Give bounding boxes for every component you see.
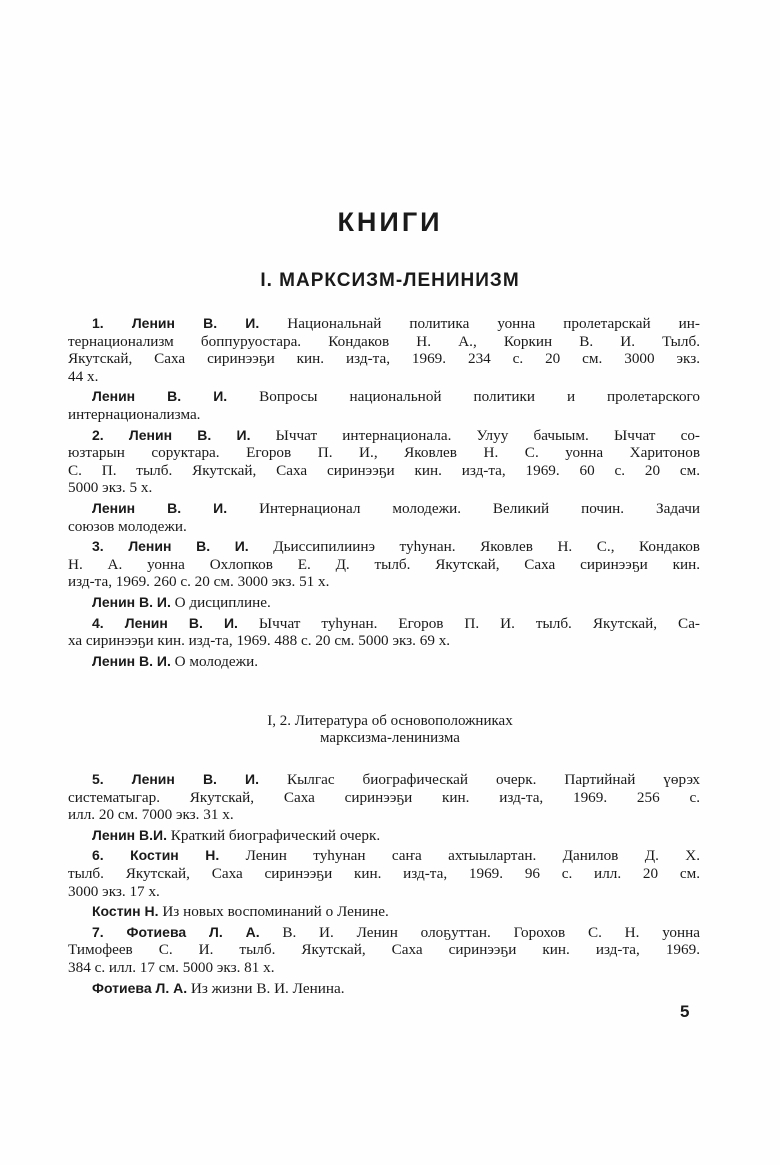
entry-text: ха сиринээҕи кин. изд-та, 1969. 488 с. 20 см. 5000 экз. 69 х.	[68, 632, 451, 650]
entry-line	[68, 865, 700, 883]
bibliography-entry	[68, 903, 700, 921]
entry-line	[68, 980, 700, 998]
entry-text: Национальнай политика уонна пролетарскай ин-	[259, 315, 700, 332]
bibliography-entry	[68, 847, 700, 900]
entry-line	[68, 941, 700, 959]
entry-line	[68, 368, 700, 386]
entry-line	[68, 594, 700, 612]
bibliography-entry	[68, 924, 700, 977]
entry-line	[68, 615, 700, 633]
entry-text: союзов молодежи.	[68, 517, 187, 535]
entry-line	[68, 333, 700, 351]
entry-author: Фотиева Л. А.	[92, 979, 188, 996]
entry-author: Ленин В. И.	[92, 593, 171, 610]
entry-line	[68, 806, 700, 824]
entry-text: систематыгар. Якутскай, Саха сиринээҕи кин. изд-та, 1969. 256 с.	[68, 788, 700, 806]
entry-text: Кылгас биографическай очерк. Партийнай үөрэх	[258, 771, 700, 788]
entry-text: Ыччат туһунан. Егоров П. И. тылб. Якутскай, Са-	[237, 614, 700, 632]
entry-text: 44 х.	[68, 367, 99, 385]
entry-text: Якутскай, Саха сиринээҕи кин. изд-та, 1969. 234 с. 20 см. 3000 экз.	[68, 350, 700, 368]
bibliography-list-1	[68, 315, 700, 673]
entry-text: Дьиссипилиинэ туһунан. Яковлев Н. С., Кондаков	[248, 538, 700, 556]
section-title: I. МАРКСИЗМ-ЛЕНИНИЗМ	[260, 270, 520, 291]
bibliography-entry	[68, 315, 700, 385]
entry-line	[68, 771, 700, 789]
entry-author: Ленин В. И.	[92, 388, 228, 405]
bibliography-entry	[68, 500, 700, 535]
entry-text: Вопросы национальной политики и пролетарского	[227, 388, 701, 406]
entry-author: 4. Ленин В. И.	[92, 614, 238, 631]
entry-author: 6. Костин Н.	[92, 847, 220, 864]
bibliography-entry	[68, 980, 700, 998]
subsection-title-line: марксизма-ленинизма	[320, 730, 460, 746]
entry-author: 5. Ленин В. И.	[92, 771, 259, 787]
entry-author: 7. Фотиева Л. А.	[92, 923, 260, 940]
entry-text: Ленин туһунан саҥа ахтыылартан. Данилов Д. Х.	[219, 847, 701, 865]
bibliography-entry	[68, 653, 700, 671]
entry-text: Из новых воспоминаний о Ленине.	[158, 903, 389, 921]
entry-line	[68, 789, 700, 807]
entry-author: Ленин В. И.	[92, 499, 228, 516]
entry-line	[68, 883, 700, 901]
page-number: 5	[680, 1002, 690, 1021]
entry-line	[68, 479, 700, 497]
entry-line	[68, 350, 700, 368]
entry-author: 3. Ленин В. И.	[92, 538, 249, 555]
entry-line	[68, 847, 700, 865]
entry-text: илл. 20 см. 7000 экз. 31 х.	[68, 806, 234, 824]
entry-text: Из жизни В. И. Ленина.	[187, 979, 345, 997]
entry-text: Интернационал молодежи. Великий почин. Задачи	[227, 499, 701, 517]
entry-line	[68, 500, 700, 518]
entry-text: 384 с. илл. 17 см. 5000 экз. 81 х.	[68, 958, 275, 976]
entry-text: тылб. Якутскай, Саха сиринээҕи кин. изд-та, 1969. 96 с. илл. 20 см.	[68, 864, 700, 882]
bibliography-entry	[68, 594, 700, 612]
entry-author: Ленин В.И.	[92, 826, 167, 843]
entry-text: 5000 экз. 5 х.	[68, 479, 153, 497]
bibliography-entry	[68, 538, 700, 591]
entry-text: 3000 экз. 17 х.	[68, 882, 160, 900]
subsection-title	[0, 713, 780, 747]
entry-line	[68, 518, 700, 536]
entry-line	[68, 427, 700, 445]
bibliography-entry	[68, 827, 700, 845]
entry-author: Костин Н.	[92, 903, 159, 920]
entry-text: изд-та, 1969. 260 с. 20 см. 3000 экз. 51 х.	[68, 573, 330, 591]
entry-line	[68, 556, 700, 574]
bibliography-entry	[68, 771, 700, 824]
entry-text: О дисциплине.	[170, 593, 271, 611]
entry-text: С. П. тылб. Якутскай, Саха сиринээҕи кин. изд-та, 1969. 60 с. 20 см.	[68, 461, 700, 479]
entry-line	[68, 462, 700, 480]
subsection-title-line: I, 2. Литература об основоположниках	[267, 713, 513, 729]
page-title: КНИГИ	[337, 207, 443, 237]
entry-line	[68, 406, 700, 424]
entry-text: тернационализм боппуруостара. Кондаков Н. А., Коркин В. И. Тылб.	[68, 332, 700, 350]
entry-line	[68, 959, 700, 977]
entry-line	[68, 827, 700, 845]
entry-text: интернационализма.	[68, 405, 201, 423]
entry-text: Н. А. уонна Охлопков Е. Д. тылб. Якутскай, Саха сиринээҕи кин.	[68, 555, 700, 573]
entry-text: Тимофеев С. И. тылб. Якутскай, Саха сиринээҕи кин. изд-та, 1969.	[68, 941, 700, 959]
entry-line	[68, 444, 700, 462]
bibliography-entry	[68, 427, 700, 497]
entry-line	[68, 315, 700, 333]
entry-author: 2. Ленин В. И.	[92, 426, 251, 443]
entry-line	[68, 632, 700, 650]
entry-text: В. И. Ленин олоҕуттан. Горохов С. Н. уонна	[259, 923, 700, 941]
entry-line	[68, 653, 700, 671]
bibliography-entry	[68, 388, 700, 423]
entry-text: О молодежи.	[170, 652, 259, 670]
entry-text: юзтарын соруктара. Егоров П. И., Яковлев Н. С. уонна Харитонов	[68, 444, 700, 462]
bibliography-entry	[68, 615, 700, 650]
entry-author: Ленин В. И.	[92, 652, 171, 669]
entry-line	[68, 388, 700, 406]
entry-line	[68, 924, 700, 942]
entry-line	[68, 538, 700, 556]
entry-line	[68, 573, 700, 591]
entry-line	[68, 903, 700, 921]
bibliography-list-2	[68, 771, 700, 1000]
entry-text: Краткий биографический очерк.	[166, 826, 381, 844]
entry-text: Ыччат интернационала. Улуу бачыым. Ыччат со-	[250, 426, 700, 444]
entry-author: 1. Ленин В. И.	[92, 315, 260, 331]
